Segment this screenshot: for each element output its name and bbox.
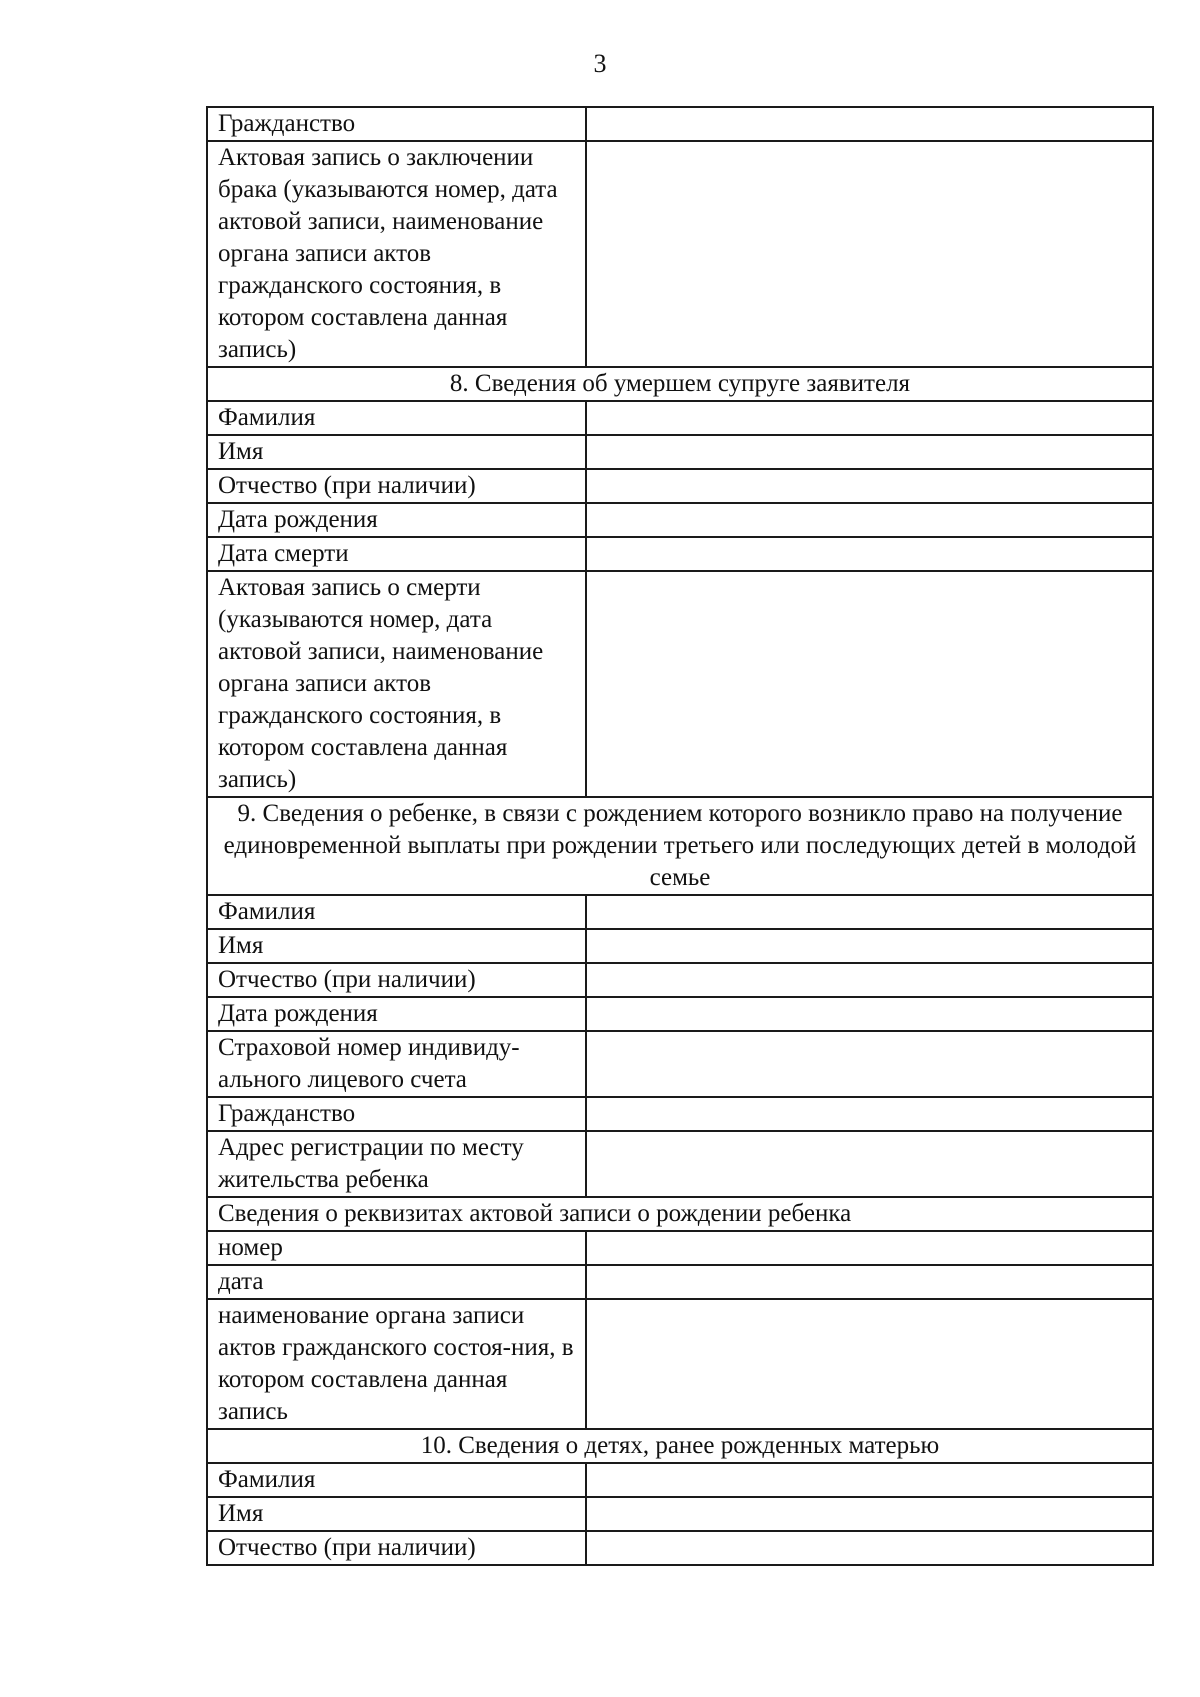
form-row	[207, 1463, 1153, 1497]
section-heading: 10. Сведения о детях, ранее рожденных матерью	[207, 1429, 1153, 1463]
field-label: Отчество (при наличии)	[207, 469, 586, 503]
field-value-cell[interactable]	[586, 1299, 1153, 1429]
field-label: Страховой номер индивиду-ального лицевого счета	[207, 1031, 586, 1097]
field-label: Отчество (при наличии)	[207, 1531, 586, 1565]
field-label: дата	[207, 1265, 586, 1299]
field-value-cell[interactable]	[586, 469, 1153, 503]
field-label: Актовая запись о заключении брака (указываются номер, дата актовой записи, наименование органа записи актов гражданского состояния, в котором составлена данная запись)	[207, 141, 586, 367]
form-row	[207, 107, 1153, 141]
form-row	[207, 929, 1153, 963]
field-value-cell[interactable]	[586, 963, 1153, 997]
field-label: Гражданство	[207, 107, 586, 141]
application-form-table	[206, 106, 1154, 1566]
field-label: Имя	[207, 435, 586, 469]
field-value-cell[interactable]	[586, 107, 1153, 141]
field-value-cell[interactable]	[586, 1531, 1153, 1565]
field-value-cell[interactable]	[586, 141, 1153, 367]
form-row	[207, 401, 1153, 435]
field-value-cell[interactable]	[586, 997, 1153, 1031]
field-value-cell[interactable]	[586, 1031, 1153, 1097]
form-table-body	[207, 107, 1153, 1565]
field-value-cell[interactable]	[586, 929, 1153, 963]
section-heading: 9. Сведения о ребенке, в связи с рождением которого возникло право на получение единовременной выплаты при рождении третьего или последующих детей в молодой семье	[207, 797, 1153, 895]
field-label: Фамилия	[207, 895, 586, 929]
field-label: Имя	[207, 1497, 586, 1531]
field-value-cell[interactable]	[586, 435, 1153, 469]
section-row	[207, 797, 1153, 895]
field-value-cell[interactable]	[586, 1097, 1153, 1131]
field-label: Фамилия	[207, 401, 586, 435]
field-value-cell[interactable]	[586, 1497, 1153, 1531]
field-label: Адрес регистрации по месту жительства ребенка	[207, 1131, 586, 1197]
field-label: Актовая запись о смерти (указываются номер, дата актовой записи, наименование органа записи актов гражданского состояния, в котором составлена данная запись)	[207, 571, 586, 797]
field-value-cell[interactable]	[586, 503, 1153, 537]
form-row	[207, 1231, 1153, 1265]
form-row	[207, 1497, 1153, 1531]
field-value-cell[interactable]	[586, 1265, 1153, 1299]
section-row	[207, 1429, 1153, 1463]
field-value-cell[interactable]	[586, 571, 1153, 797]
form-row	[207, 1131, 1153, 1197]
form-row	[207, 537, 1153, 571]
form-row	[207, 571, 1153, 797]
form-row	[207, 895, 1153, 929]
field-value-cell[interactable]	[586, 1131, 1153, 1197]
form-row	[207, 997, 1153, 1031]
subsection-heading: Сведения о реквизитах актовой записи о рождении ребенка	[207, 1197, 1153, 1231]
field-value-cell[interactable]	[586, 537, 1153, 571]
subhead-row	[207, 1197, 1153, 1231]
form-row	[207, 1299, 1153, 1429]
field-label: Фамилия	[207, 1463, 586, 1497]
form-row	[207, 1097, 1153, 1131]
form-row	[207, 1265, 1153, 1299]
field-value-cell[interactable]	[586, 401, 1153, 435]
field-label: номер	[207, 1231, 586, 1265]
field-label: Имя	[207, 929, 586, 963]
section-row	[207, 367, 1153, 401]
field-label: Гражданство	[207, 1097, 586, 1131]
form-row	[207, 1531, 1153, 1565]
form-row	[207, 1031, 1153, 1097]
form-row	[207, 141, 1153, 367]
form-row	[207, 503, 1153, 537]
form-row	[207, 963, 1153, 997]
form-row	[207, 469, 1153, 503]
field-label: Дата смерти	[207, 537, 586, 571]
field-label: Дата рождения	[207, 997, 586, 1031]
field-label: Отчество (при наличии)	[207, 963, 586, 997]
page-number: 3	[593, 49, 607, 78]
field-value-cell[interactable]	[586, 895, 1153, 929]
field-value-cell[interactable]	[586, 1463, 1153, 1497]
form-row	[207, 435, 1153, 469]
field-label: Дата рождения	[207, 503, 586, 537]
field-label: наименование органа записи актов гражданского состоя-ния, в котором составлена данная запись	[207, 1299, 586, 1429]
field-value-cell[interactable]	[586, 1231, 1153, 1265]
section-heading: 8. Сведения об умершем супруге заявителя	[207, 367, 1153, 401]
